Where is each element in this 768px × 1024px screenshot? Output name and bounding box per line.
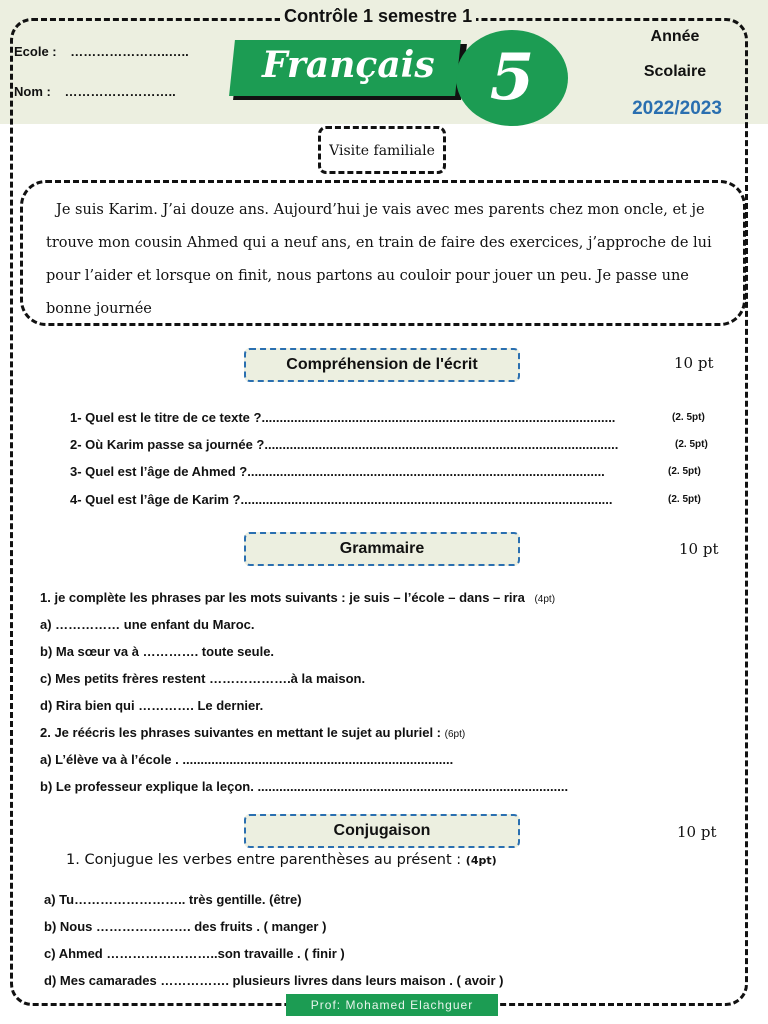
comprehension-points: 10 pt xyxy=(674,354,714,372)
subject-title: Français xyxy=(262,44,435,86)
grammaire-q2-text: 2. Je réécris les phrases suivantes en mettant le sujet au pluriel : xyxy=(40,725,442,740)
ecole-field xyxy=(14,44,189,59)
grammaire-q1-text: 1. je complète les phrases par les mots suivants : je suis – l’école – dans – rira xyxy=(40,590,525,605)
grammaire-q2-a: a) L’élève va à l’école . ........................................................................... xyxy=(40,752,454,767)
question-4: 4- Quel est l’âge de Karim ?....................................................................................................... xyxy=(70,492,613,507)
grammaire-heading: Grammaire xyxy=(244,532,520,566)
ecole-label: Ecole : xyxy=(14,44,57,59)
question-3: 3- Quel est l’âge de Ahmed ?................................................................................................... xyxy=(70,464,605,479)
conjugaison-a: a) Tu…………………….. très gentille. (être) xyxy=(44,892,302,907)
conjugaison-heading: Conjugaison xyxy=(244,814,520,848)
conjugaison-q1 xyxy=(66,852,497,868)
nom-label: Nom : xyxy=(14,84,51,99)
grammaire-q1-c: c) Mes petits frères restent ……………….à la maison. xyxy=(40,671,366,686)
conjugaison-q1-points: (4pt) xyxy=(465,854,497,867)
question-1-points: (2. 5pt) xyxy=(672,412,705,423)
text-title: Visite familiale xyxy=(318,126,446,174)
question-3-points: (2. 5pt) xyxy=(668,466,701,477)
grammaire-q1-b: b) Ma sœur va à …………. toute seule. xyxy=(40,644,275,659)
grammaire-q2-b: b) Le professeur explique la leçon. ...................................................................................... xyxy=(40,779,569,794)
conjugaison-q1-text: 1. Conjugue les verbes entre parenthèses au présent : xyxy=(66,852,462,868)
question-2: 2- Où Karim passe sa journée ?.................................................................................................. xyxy=(70,437,619,452)
conjugaison-points: 10 pt xyxy=(677,823,717,841)
school-year: 2022/2023 xyxy=(632,98,722,119)
nom-field xyxy=(14,84,176,99)
conjugaison-b: b) Nous …………………. des fruits . ( manger ) xyxy=(44,919,327,934)
question-4-points: (2. 5pt) xyxy=(668,494,701,505)
scolaire-label: Scolaire xyxy=(643,63,707,80)
grammaire-q1-points: (4pt) xyxy=(534,594,556,605)
nom-dots: …………………….. xyxy=(64,84,176,99)
grammaire-points: 10 pt xyxy=(679,540,719,558)
level-number: 5 xyxy=(489,40,535,115)
comprehension-heading: Compréhension de l'écrit xyxy=(244,348,520,382)
exam-title: Contrôle 1 semestre 1 xyxy=(280,6,476,27)
question-2-points: (2. 5pt) xyxy=(675,439,708,450)
grammaire-q1 xyxy=(40,590,555,605)
grammaire-q1-d: d) Rira bien qui …………. Le dernier. xyxy=(40,698,264,713)
ecole-dots: …………………..….. xyxy=(70,44,189,59)
grammaire-q2 xyxy=(40,725,465,740)
conjugaison-c: c) Ahmed ……………………..son travaille . ( finir ) xyxy=(44,946,345,961)
story-text: Je suis Karim. J’ai douze ans. Aujourd’hui je vais avec mes parents chez mon oncle, et je trouve mon cousin Ahmed qui a neuf ans, en train de faire des exercices, j’approche de lui pour l’aider et lorsque on finit, nous partons au couloir pour jouer un peu. Je passe une bonne journée xyxy=(46,202,712,317)
annee-label: Année xyxy=(650,28,700,45)
grammaire-q2-points: (6pt) xyxy=(444,729,466,740)
question-1: 1- Quel est le titre de ce texte ?.................................................................................................. xyxy=(70,410,616,425)
grammaire-q1-a: a) …………… une enfant du Maroc. xyxy=(40,617,255,632)
footer-author: Prof: Mohamed Elachguer xyxy=(286,994,498,1016)
conjugaison-d: d) Mes camarades ……………. plusieurs livres dans leurs maison . ( avoir ) xyxy=(44,973,504,988)
